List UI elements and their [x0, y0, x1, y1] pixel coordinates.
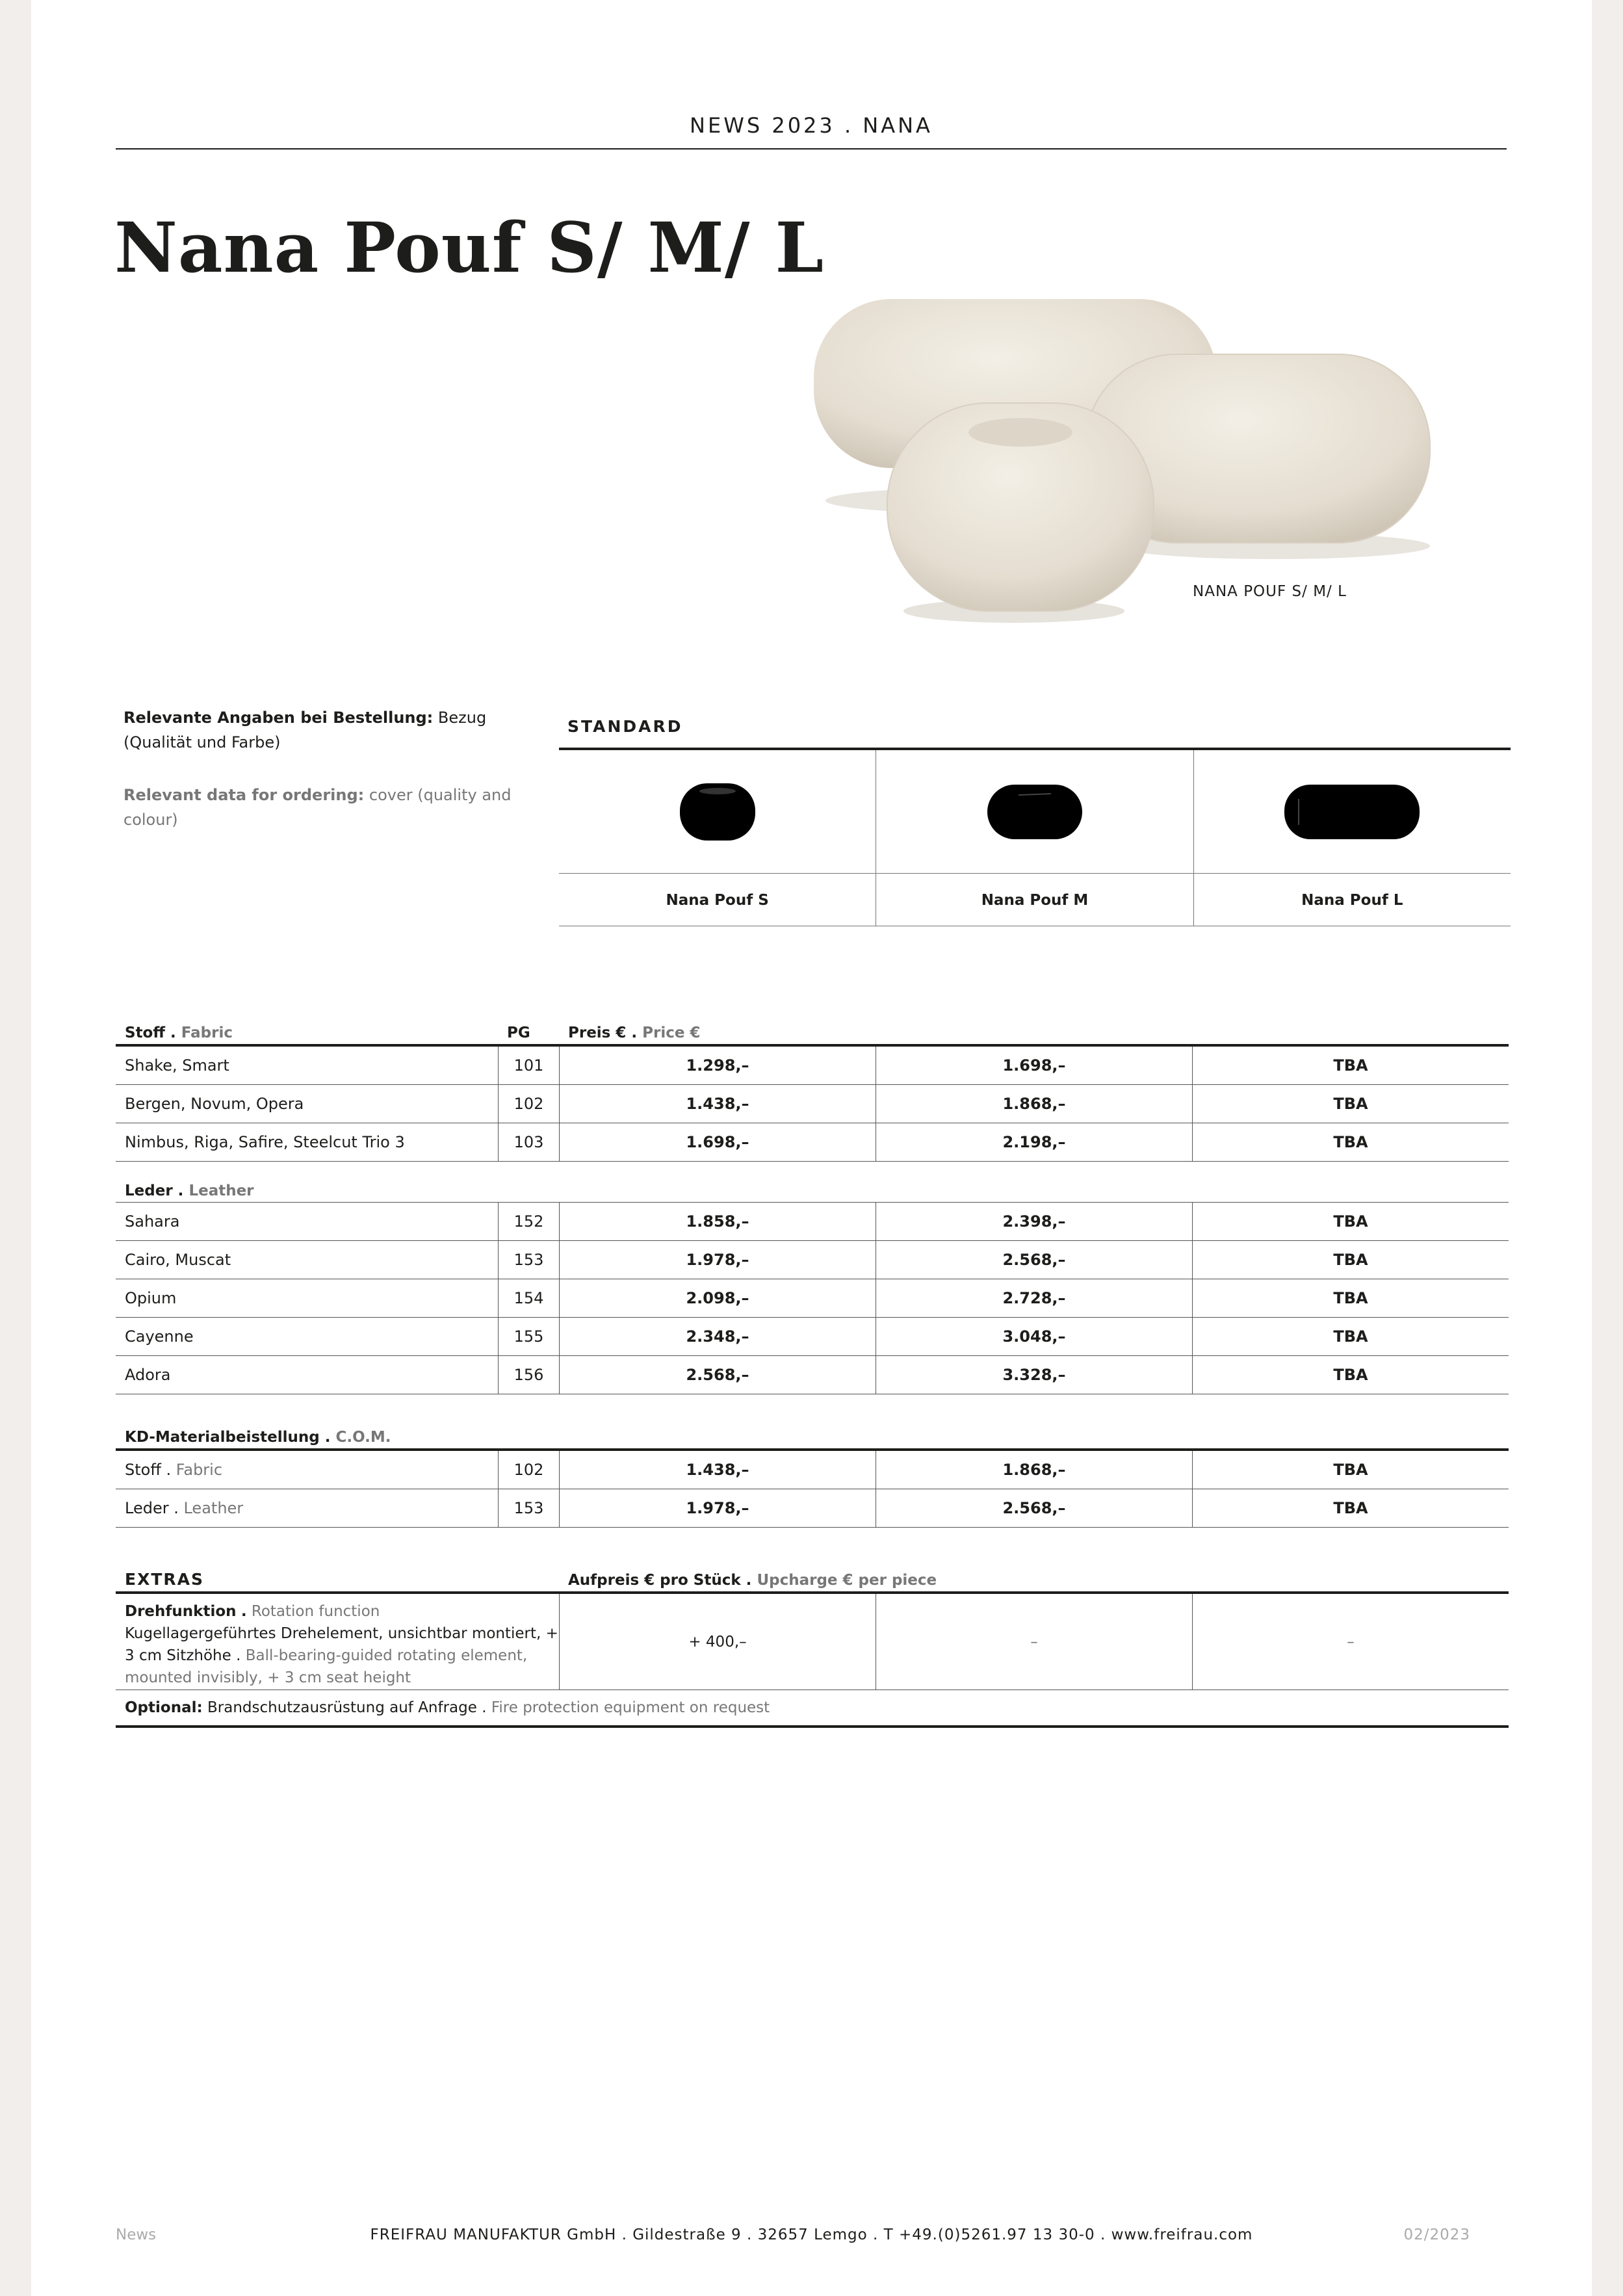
product-image [806, 286, 1443, 624]
standard-cell-l [1193, 750, 1511, 926]
ordering-de [123, 705, 526, 755]
com-sep: . [168, 1499, 184, 1517]
price-cell-s: 2.098,– [559, 1279, 876, 1317]
optional-de: Brandschutzausrüstung auf Anfrage [207, 1699, 477, 1716]
price-group-cell: 101 [498, 1047, 559, 1084]
price-cell-m: 1.698,– [876, 1047, 1192, 1084]
price-cell-s: 1.698,– [559, 1123, 876, 1161]
ordering-de-label: Relevante Angaben bei Bestellung: [123, 709, 434, 727]
rotation-detail-de: Kugellagergeführtes Drehelement, unsichtbar montiert, + 3 cm Sitzhöhe [125, 1625, 558, 1664]
page-header [116, 111, 1507, 150]
leather-name-cell: Sahara [125, 1212, 180, 1231]
com-rows [116, 1451, 1509, 1528]
table-row [116, 1489, 1509, 1528]
price-cell-m: 2.728,– [876, 1279, 1192, 1317]
price-cell-s: 1.438,– [559, 1451, 876, 1489]
rotation-title: Drehfunktion . Rotation function [125, 1603, 380, 1620]
com-table [116, 1425, 1509, 1528]
table-row [116, 1279, 1509, 1318]
image-caption: NANA POUF S/ M/ L [1193, 583, 1347, 600]
fabric-name-cell: Bergen, Novum, Opera [125, 1095, 304, 1113]
extras-header [116, 1568, 1509, 1594]
rotation-detail: Kugellagergeführtes Drehelement, unsichtbar montiert, + 3 cm Sitzhöhe . Ball-bearing-guided rotating element, mounted invisibly, + 3 cm seat height [125, 1625, 558, 1686]
table-row [116, 1356, 1509, 1394]
extras-table [116, 1568, 1509, 1728]
price-group-cell: 102 [498, 1085, 559, 1123]
upcharge-en: Upcharge € per piece [757, 1572, 937, 1589]
pouf-m-icon [986, 781, 1084, 843]
leather-title: Leder . Leather [125, 1182, 254, 1199]
footer-address: FREIFRAU MANUFAKTUR GmbH . Gildestraße 9 . 32657 Lemgo . T +49.(0)5261.97 13 30-0 . www.freifrau.com [370, 2226, 1253, 2243]
upcharge-header: Aufpreis € pro Stück . Upcharge € per piece [568, 1572, 937, 1589]
pg-col-header: PG [507, 1024, 530, 1041]
com-name-cell [116, 1489, 498, 1527]
leather-table [116, 1177, 1509, 1394]
fabric-table [116, 1021, 1509, 1162]
standard-cell-s [559, 750, 876, 926]
standard-table [559, 748, 1511, 926]
table-row [116, 1318, 1509, 1356]
price-group-cell: 155 [498, 1318, 559, 1355]
fabric-col-de: Stoff [125, 1024, 165, 1041]
leather-title-en: Leather [188, 1182, 254, 1199]
price-group-cell: 153 [498, 1241, 559, 1279]
price-cell-s: 2.348,– [559, 1318, 876, 1355]
price-cell-l: TBA [1192, 1318, 1509, 1355]
com-title-de: KD-Materialbeistellung [125, 1429, 320, 1446]
leather-header [116, 1177, 1509, 1203]
price-cell-s: 1.858,– [559, 1203, 876, 1240]
pouf-s-icon [679, 781, 757, 843]
com-header [116, 1425, 1509, 1451]
price-cell-l: TBA [1192, 1356, 1509, 1394]
price-group-cell: 154 [498, 1279, 559, 1317]
price-cell-l: TBA [1192, 1085, 1509, 1123]
price-group-cell: 102 [498, 1451, 559, 1489]
rotation-price-m: – [876, 1594, 1192, 1689]
fabric-col-en: Fabric [181, 1024, 233, 1041]
rotation-en: Rotation function [251, 1603, 380, 1620]
upcharge-de: Aufpreis € pro Stück [568, 1572, 741, 1589]
price-cell-l: TBA [1192, 1241, 1509, 1279]
table-row [116, 1451, 1509, 1489]
price-col-header: Preis € . Price € [568, 1024, 701, 1041]
com-name-en: Leather [183, 1499, 244, 1517]
ordering-de-text: Bezug (Qualität und Farbe) [123, 709, 487, 751]
price-cell-m: 1.868,– [876, 1085, 1192, 1123]
rotation-de: Drehfunktion [125, 1603, 237, 1620]
ordering-en-text: cover (quality and colour) [123, 786, 512, 829]
price-group-cell: 152 [498, 1203, 559, 1240]
price-cell-s: 2.568,– [559, 1356, 876, 1394]
rotation-detail-en: Ball-bearing-guided rotating element, mounted invisibly, + 3 cm seat height [125, 1647, 528, 1686]
ordering-en-label: Relevant data for ordering: [123, 786, 365, 804]
rotation-desc [116, 1594, 559, 1689]
header-title: NEWS 2023 . NANA [690, 113, 933, 138]
com-name-en: Fabric [175, 1461, 223, 1479]
price-cell-s: 1.298,– [559, 1047, 876, 1084]
price-col-en: Price € [642, 1024, 701, 1041]
price-cell-l: TBA [1192, 1279, 1509, 1317]
standard-label: STANDARD [567, 717, 683, 736]
com-title: KD-Materialbeistellung . C.O.M. [125, 1429, 391, 1446]
optional-en: Fire protection equipment on request [491, 1699, 770, 1716]
table-row [116, 1047, 1509, 1085]
leather-title-de: Leder [125, 1182, 173, 1199]
price-col-de: Preis € [568, 1024, 627, 1041]
rotation-price-s: + 400,– [559, 1594, 876, 1689]
fabric-header [116, 1021, 1509, 1047]
pouf-l-icon [1283, 779, 1421, 844]
price-cell-m: 2.198,– [876, 1123, 1192, 1161]
pouf-l-silhouette [1194, 750, 1511, 874]
price-group-cell: 156 [498, 1356, 559, 1394]
price-cell-s: 1.978,– [559, 1489, 876, 1527]
footer-left: News [116, 2226, 157, 2243]
pouf-m-silhouette [876, 750, 1193, 874]
price-cell-l: TBA [1192, 1047, 1509, 1084]
product-title: Nana Pouf S/ M/ L [114, 207, 825, 288]
price-cell-m: 1.868,– [876, 1451, 1192, 1489]
model-m-name: Nana Pouf M [981, 891, 1089, 909]
pouf-s-silhouette [559, 750, 876, 874]
ordering-info [123, 705, 526, 832]
com-name-de: Leder [125, 1499, 169, 1517]
fabric-rows [116, 1047, 1509, 1162]
extras-title: EXTRAS [125, 1570, 205, 1589]
ordering-en [123, 783, 526, 832]
optional-row: Optional: Brandschutzausrüstung auf Anfrage . Fire protection equipment on request [116, 1690, 1509, 1728]
leather-rows [116, 1203, 1509, 1394]
price-cell-m: 2.398,– [876, 1203, 1192, 1240]
footer-date: 02/2023 [1403, 2226, 1470, 2243]
fabric-name-cell: Nimbus, Riga, Safire, Steelcut Trio 3 [125, 1133, 405, 1151]
com-title-en: C.O.M. [335, 1429, 391, 1446]
price-cell-s: 1.978,– [559, 1241, 876, 1279]
price-group-cell: 103 [498, 1123, 559, 1161]
price-cell-l: TBA [1192, 1489, 1509, 1527]
table-row [116, 1085, 1509, 1123]
price-cell-l: TBA [1192, 1123, 1509, 1161]
table-row [116, 1241, 1509, 1279]
model-s-name: Nana Pouf S [666, 891, 769, 909]
com-sep: . [161, 1461, 176, 1479]
rotation-price-l: – [1192, 1594, 1509, 1689]
model-l-name: Nana Pouf L [1301, 891, 1403, 909]
table-row [116, 1203, 1509, 1241]
leather-name-cell: Adora [125, 1366, 171, 1384]
com-name-cell [116, 1451, 498, 1489]
price-cell-m: 2.568,– [876, 1241, 1192, 1279]
fabric-col-header: Stoff . Fabric [125, 1024, 233, 1041]
fabric-name-cell: Shake, Smart [125, 1056, 229, 1075]
price-cell-m: 2.568,– [876, 1489, 1192, 1527]
leather-name-cell: Opium [125, 1289, 177, 1307]
com-name-de: Stoff [125, 1461, 161, 1479]
price-cell-m: 3.328,– [876, 1356, 1192, 1394]
optional-label: Optional: [125, 1699, 203, 1716]
price-cell-s: 1.438,– [559, 1085, 876, 1123]
table-row [116, 1123, 1509, 1162]
price-cell-m: 3.048,– [876, 1318, 1192, 1355]
rotation-row [116, 1594, 1509, 1690]
leather-name-cell: Cayenne [125, 1327, 194, 1346]
leather-name-cell: Cairo, Muscat [125, 1251, 231, 1269]
price-group-cell: 153 [498, 1489, 559, 1527]
standard-cell-m [876, 750, 1193, 926]
price-cell-l: TBA [1192, 1203, 1509, 1240]
price-cell-l: TBA [1192, 1451, 1509, 1489]
